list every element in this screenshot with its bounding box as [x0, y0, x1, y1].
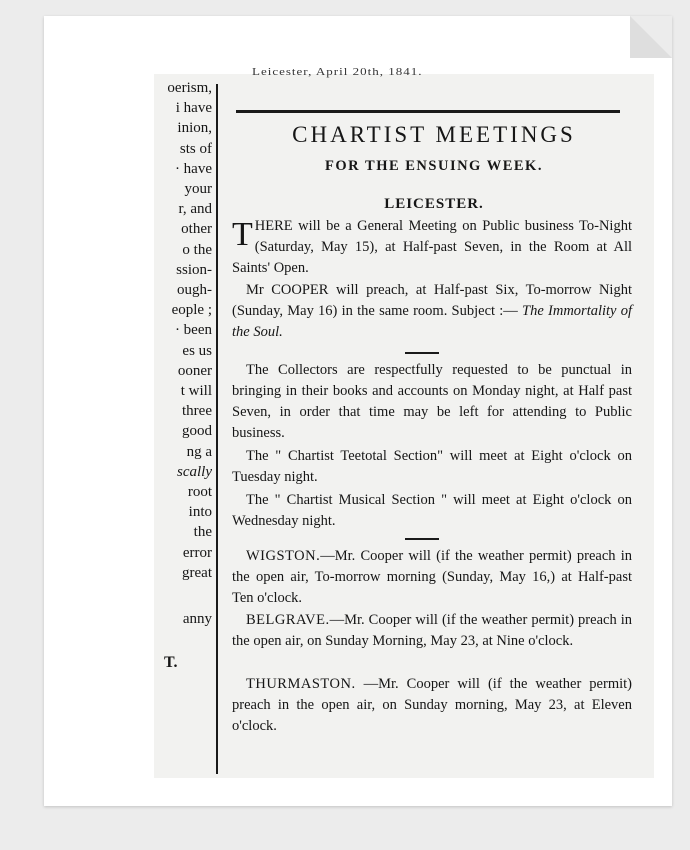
left-column-fragment: es us — [182, 342, 212, 359]
header-rule — [236, 110, 620, 113]
cooper-preach-notice — [232, 280, 632, 343]
thurmaston-notice — [232, 674, 632, 737]
musical-section-notice: The " Chartist Musical Section " will meet at Eight o'clock on Wednesday night. — [232, 492, 632, 529]
page-title: CHARTIST MEETINGS — [292, 122, 576, 147]
wigston-notice — [232, 546, 632, 609]
belgrave-text: —Mr. Cooper will (if the weather permit) preach in the open air, on Sunday Morning, May 23, at Nine o'clock. — [232, 612, 632, 649]
left-column-fragment: oerism, — [167, 80, 212, 96]
section-separator — [405, 352, 439, 354]
left-column-fragment: ssion- — [176, 261, 212, 278]
collectors-notice: The Collectors are respectfully requested to be punctual in bringing in their books and accounts on Monday night, at Half past Seven, in order that time may be left for attending to Public business. — [232, 362, 632, 441]
sermon-subject: The Immortality of the Soul. — [232, 303, 633, 340]
general-meeting-text: HERE will be a General Meeting on Public business To-Night (Saturday, May 15), at Half-past Seven, in the Room at All Saints' Open. — [232, 218, 632, 276]
leicester-general-meeting — [232, 216, 632, 279]
thurmaston-text: —Mr. Cooper will (if the weather permit) preach in the open air, on Sunday morning, May 23, at Eleven o'clock. — [232, 676, 632, 734]
belgrave-notice — [232, 610, 632, 652]
leicester-heading: LEICESTER. — [384, 196, 484, 212]
left-column-fragment: o the — [182, 241, 212, 258]
left-column-fragment: other — [181, 221, 212, 238]
teetotal-section-notice: The " Chartist Teetotal Section" will meet at Eight o'clock on Tuesday night. — [232, 448, 632, 485]
drop-cap: T — [232, 216, 253, 253]
left-column-fragment: · been — [174, 322, 212, 339]
adjacent-column-fragments — [154, 74, 216, 778]
left-column-fragment: r, and — [178, 201, 212, 218]
section-separator — [405, 538, 439, 540]
wigston-text: —Mr. Cooper will (if the weather permit) preach in the open air, To-morrow morning (Sunday, May 16,) at Half-past Ten o'clock. — [232, 548, 632, 606]
left-column-fragment: sts of — [179, 140, 212, 157]
wigston-lead: WIGSTON. — [246, 548, 321, 564]
thurmaston-lead: THURMASTON. — [246, 676, 356, 692]
left-column-fragment: i have — [175, 100, 212, 117]
left-column-fragment: ooner — [177, 362, 212, 379]
left-column-tail-fragment: anny — [182, 611, 212, 628]
left-column-fragment: · have — [174, 160, 212, 177]
left-column-fragment: eople ; — [171, 302, 212, 319]
left-column-fragment: root — [187, 484, 212, 501]
left-column-fragment: scally — [177, 463, 212, 480]
left-column-fragment: the — [193, 524, 212, 541]
left-column-fragment: t will — [180, 383, 212, 400]
newspaper-clipping — [154, 65, 654, 778]
left-column-fragment: error — [182, 544, 212, 561]
left-column-fragment: three — [182, 403, 212, 420]
left-column-fragment: good — [182, 423, 212, 440]
left-column-fragment: ng a — [186, 443, 212, 460]
page-subtitle: FOR THE ENSUING WEEK. — [325, 158, 543, 174]
cooper-preach-text: Mr COOPER will preach, at Half-past Six, To-morrow Night (Sunday, May 16) in the same room. Subject :— — [232, 282, 632, 319]
column-rule — [216, 84, 218, 774]
left-column-fragment: ough- — [177, 282, 212, 299]
left-column-fragment: into — [188, 504, 212, 521]
left-column-tail-fragment: T. — [164, 654, 178, 672]
belgrave-lead: BELGRAVE. — [246, 612, 330, 628]
left-column-fragment: inion, — [177, 120, 212, 137]
print-mount — [44, 16, 672, 806]
left-column-fragment: your — [184, 181, 212, 198]
left-column-fragment: great — [182, 564, 212, 581]
masthead-fragment: Leicester, April 20th, 1841. — [252, 65, 423, 78]
page-curl — [630, 16, 672, 58]
